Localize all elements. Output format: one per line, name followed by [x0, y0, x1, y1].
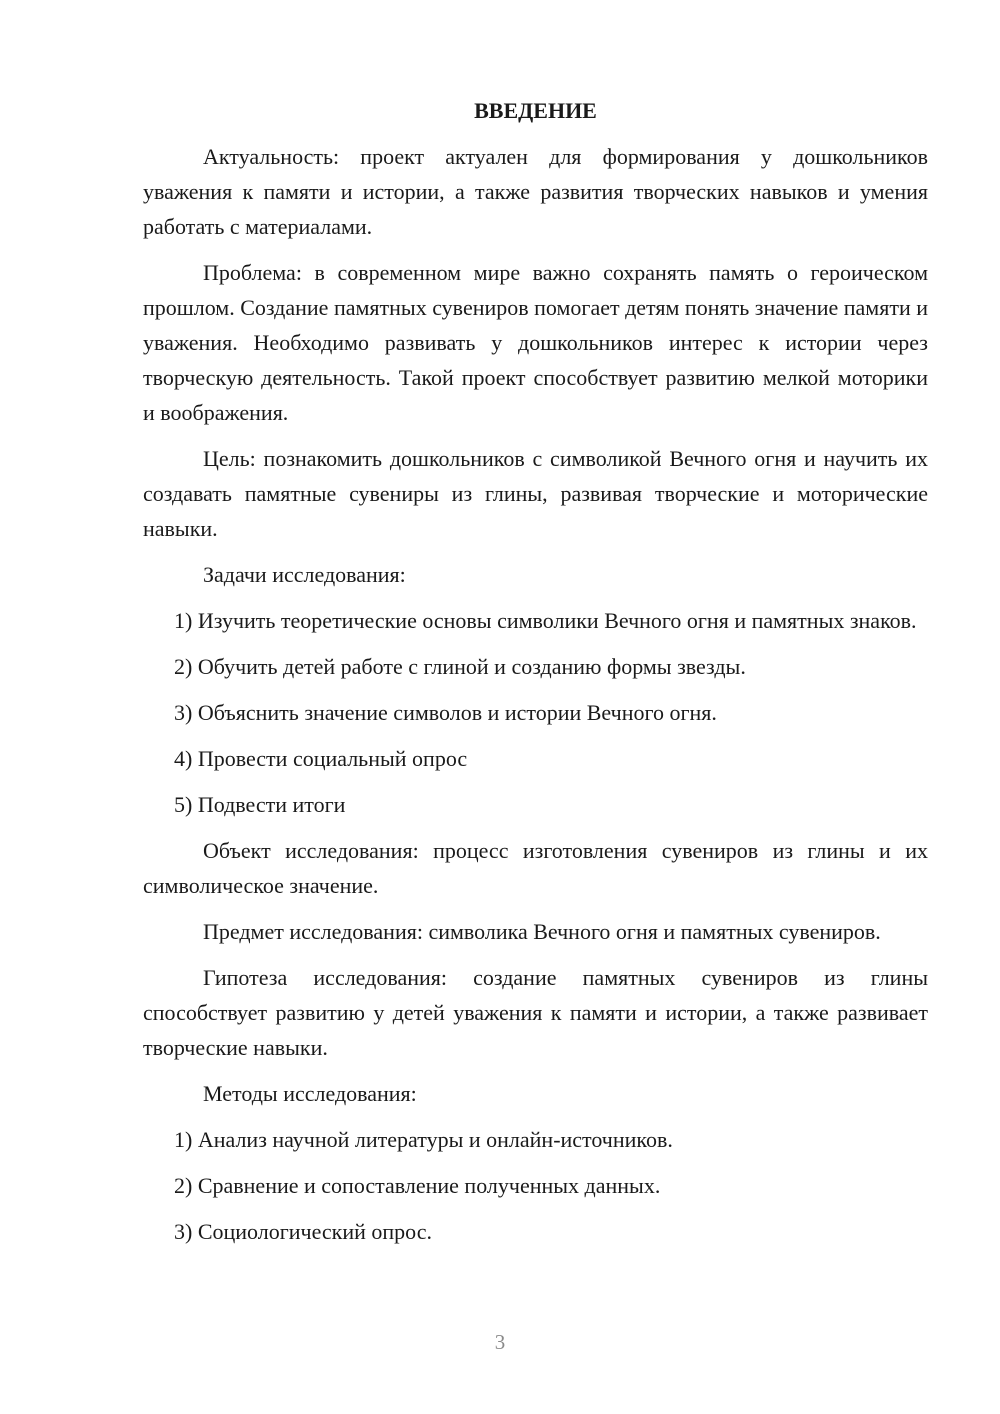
- list-item-task-2: 2) Обучить детей работе с глиной и созданию формы звезды.: [174, 654, 746, 679]
- page-number: 3: [494, 1330, 506, 1354]
- paragraph-problem: Проблема: в современном мире важно сохранять память о героическом прошлом. Создание памятных сувениров помогает детям понять значение памяти и уважения. Необходимо развивать у дошкольников интерес к истории через творческую деятельность. Такой проект способствует развитию мелкой моторики и воображения.: [143, 260, 928, 425]
- list-item-method-1: 1) Анализ научной литературы и онлайн-источников.: [174, 1127, 673, 1152]
- paragraph-subject: Предмет исследования: символика Вечного огня и памятных сувениров.: [203, 919, 881, 944]
- paragraph-methods-heading: Методы исследования:: [203, 1081, 417, 1106]
- paragraph-object: Объект исследования: процесс изготовления сувениров из глины и их символическое значение.: [143, 838, 928, 898]
- paragraph-tasks-heading: Задачи исследования:: [203, 562, 406, 587]
- list-item-method-3: 3) Социологический опрос.: [174, 1219, 432, 1244]
- paragraph-goal: Цель: познакомить дошкольников с символикой Вечного огня и научить их создавать памятные сувениры из глины, развивая творческие и моторические навыки.: [143, 446, 928, 541]
- list-item-task-3: 3) Объяснить значение символов и истории Вечного огня.: [174, 700, 717, 725]
- section-title: ВВЕДЕНИЕ: [474, 98, 597, 123]
- list-item-task-5: 5) Подвести итоги: [174, 792, 346, 817]
- page-content: [143, 93, 928, 1260]
- list-item-task-4: 4) Провести социальный опрос: [174, 746, 468, 771]
- list-item-method-2: 2) Сравнение и сопоставление полученных данных.: [174, 1173, 661, 1198]
- list-item-task-1: 1) Изучить теоретические основы символики Вечного огня и памятных знаков.: [174, 608, 917, 633]
- paragraph-relevance: Актуальность: проект актуален для формирования у дошкольников уважения к памяти и истории, а также развития творческих навыков и умения работать с материалами.: [143, 144, 928, 239]
- paragraph-hypothesis: Гипотеза исследования: создание памятных сувениров из глины способствует развитию у детей уважения к памяти и истории, а также развивает творческие навыки.: [143, 965, 928, 1060]
